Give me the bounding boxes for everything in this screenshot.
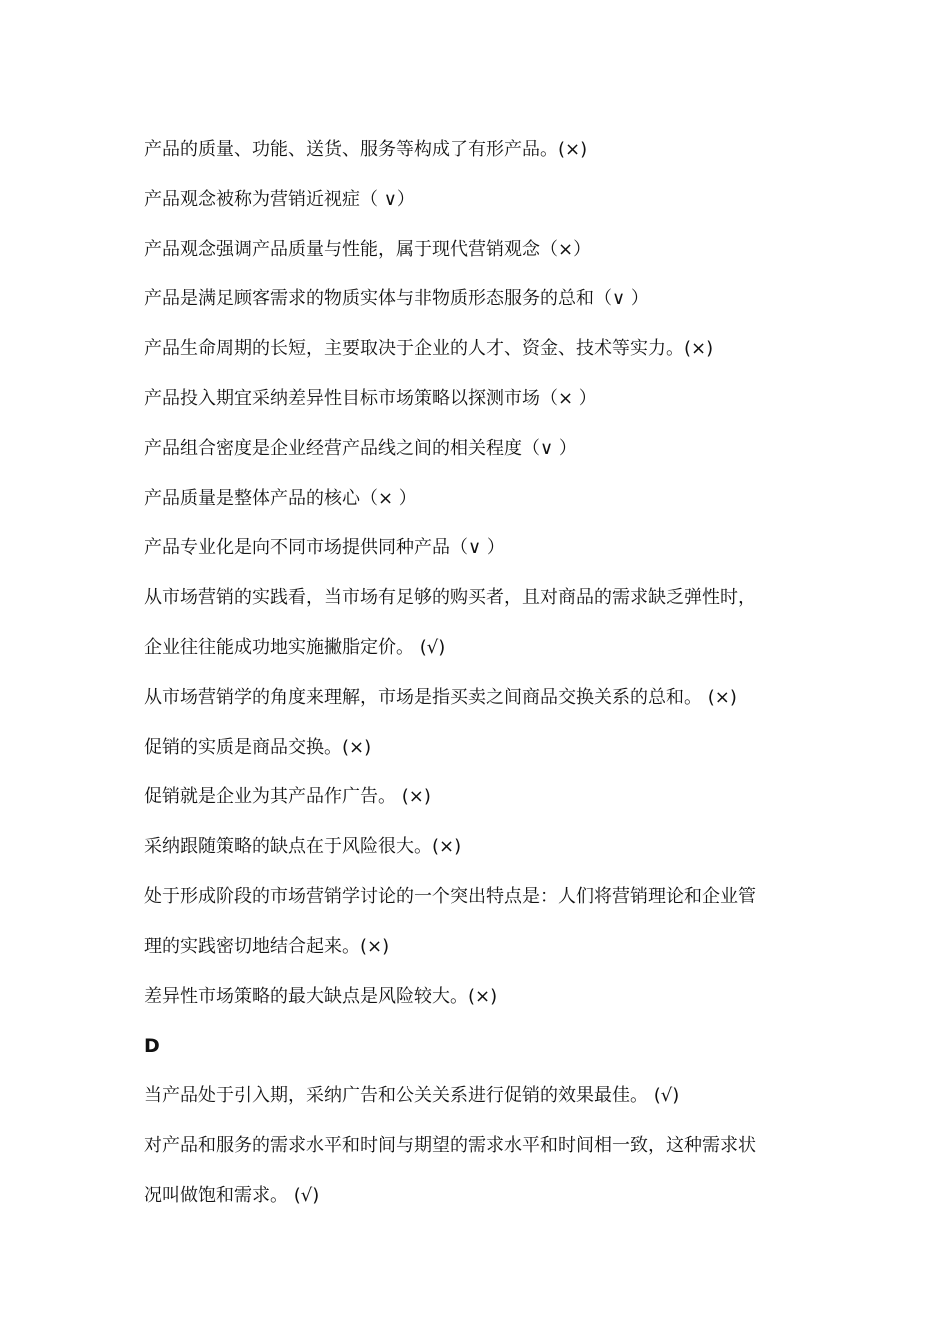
document-content bbox=[144, 135, 844, 1231]
text-line: 产品的质量、功能、送货、服务等构成了有形产品。(×) bbox=[144, 139, 588, 160]
text-line: 企业往往能成功地实施撇脂定价。 (√) bbox=[144, 636, 446, 658]
text-line: 当产品处于引入期，采纳广告和公关关系进行促销的效果最佳。 (√) bbox=[144, 1085, 680, 1107]
text-line: 处于形成阶段的市场营销学讨论的一个突出特点是：人们将营销理论和企业管 bbox=[144, 885, 756, 907]
text-line: 产品投入期宜采纳差异性目标市场策略以探测市场（× ） bbox=[144, 387, 597, 409]
text-line: 产品专业化是向不同市场提供同种产品（∨ ） bbox=[144, 537, 505, 559]
text-line: 产品质量是整体产品的核心（× ） bbox=[144, 487, 417, 509]
text-line: 从市场营销的实践看，当市场有足够的购买者，且对商品的需求缺乏弹性时， bbox=[144, 587, 756, 609]
text-line: 促销就是企业为其产品作广告。 (×) bbox=[144, 786, 431, 808]
text-line: 理的实践密切地结合起来。(×) bbox=[144, 935, 390, 957]
text-line: 差异性市场策略的最大缺点是风险较大。(×) bbox=[144, 985, 498, 1007]
text-line: 产品生命周期的长短，主要取决于企业的人才、资金、技术等实力。(×) bbox=[144, 338, 714, 360]
text-line: 产品是满足顾客需求的物质实体与非物质形态服务的总和（∨ ） bbox=[144, 288, 649, 310]
text-line: 从市场营销学的角度来理解，市场是指买卖之间商品交换关系的总和。 (×) bbox=[144, 686, 737, 708]
text-line: 促销的实质是商品交换。(×) bbox=[144, 736, 372, 758]
section-heading: D bbox=[144, 1035, 160, 1058]
text-line: 产品组合密度是企业经营产品线之间的相关程度（∨ ） bbox=[144, 437, 577, 459]
text-line: 采纳跟随策略的缺点在于风险很大。(×) bbox=[144, 836, 462, 858]
text-line: 对产品和服务的需求水平和时间与期望的需求水平和时间相一致，这种需求状 bbox=[144, 1134, 756, 1156]
text-line: 产品观念强调产品质量与性能，属于现代营销观念（×） bbox=[144, 238, 592, 260]
text-line: 产品观念被称为营销近视症（ ∨） bbox=[144, 188, 415, 210]
text-line: 况叫做饱和需求。 (√) bbox=[144, 1184, 320, 1206]
